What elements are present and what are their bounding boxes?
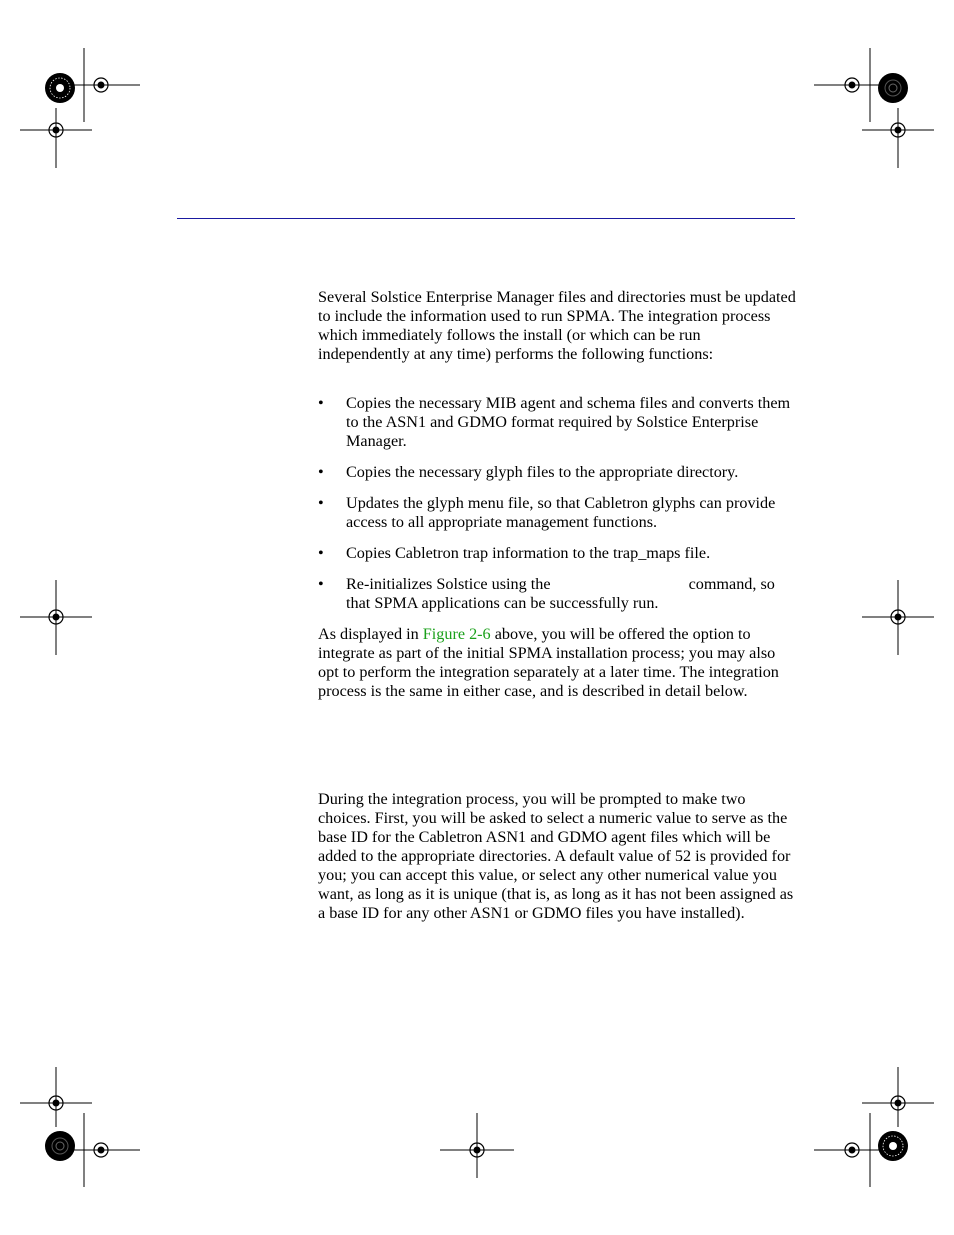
list-item-text: Updates the glyph menu file, so that Cabletron glyphs can provide access to all appropriate management functions.: [346, 494, 776, 531]
list-item: [318, 575, 796, 613]
figure-paragraph: As displayed in Figure 2-6 above, you will be offered the option to integrate as part of the initial SPMA installation process; you may also opt to perform the integration separately at a later time. The integration process is the same in either case, and is described in detail below.: [318, 625, 779, 700]
list-item: [318, 394, 796, 451]
list-item: [318, 544, 796, 563]
intro-paragraph: Several Solstice Enterprise Manager files and directories must be updated to include the information used to run SPMA. The integration process which immediately follows the install (or which can be run independently at any time) performs the following functions:: [318, 288, 796, 363]
list-item-text: Re-initializes Solstice using the command, so that SPMA applications can be successfully run.: [346, 575, 775, 612]
bullet-symbol: •: [318, 575, 324, 593]
list-item: [318, 463, 796, 482]
bullet-symbol: •: [318, 463, 324, 481]
list-item: [318, 494, 796, 532]
list-item-text: Copies the necessary glyph files to the appropriate directory.: [346, 463, 739, 481]
bullet-symbol: •: [318, 494, 324, 512]
figure-link[interactable]: Figure 2-6: [422, 625, 491, 643]
list-item-text: Copies the necessary MIB agent and schema files and converts them to the ASN1 and GDMO format required by Solstice Enterprise Manager.: [346, 394, 791, 450]
choices-paragraph: During the integration process, you will be prompted to make two choices. First, you will be asked to select a numeric value to serve as the base ID for the Cabletron ASN1 and GDMO agent files which will be added to the appropriate directories. A default value of 52 is provided for you; you can accept this value, or select any other numerical value you want, as long as it is unique (that is, as long as it has not been assigned as a base ID for any other ASN1 or GDMO files you have installed).: [318, 790, 794, 922]
bullet-symbol: •: [318, 544, 324, 562]
bullet-symbol: •: [318, 394, 324, 412]
list-item-text: Copies Cabletron trap information to the trap_maps file.: [346, 544, 711, 562]
header-rule: [177, 218, 795, 219]
